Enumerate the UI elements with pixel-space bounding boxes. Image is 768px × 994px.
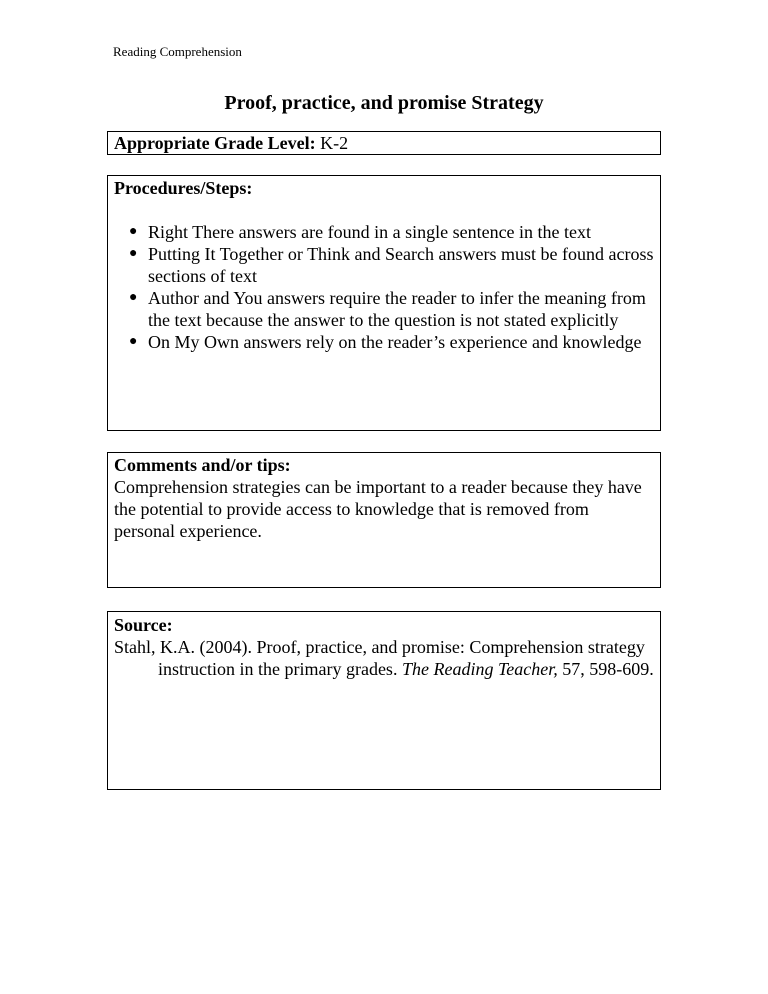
procedure-step (114, 243, 654, 287)
comments-label: Comments and/or tips: (114, 455, 291, 475)
bullet-dot-icon: ● (129, 334, 138, 349)
procedure-step-text: Author and You answers require the reader to infer the meaning from the text because the answer to the question is not stated explicitly (148, 288, 646, 330)
procedures-list (114, 221, 654, 353)
bullet-dot-icon: ● (129, 224, 138, 239)
page-title: Proof, practice, and promise Strategy (224, 92, 544, 114)
grade-level-value: K-2 (320, 133, 349, 153)
procedure-step (114, 331, 654, 353)
procedure-step (114, 221, 654, 243)
procedures-box (107, 175, 661, 431)
procedures-label: Procedures/Steps: (114, 178, 253, 198)
source-citation (114, 636, 654, 680)
citation-journal: The Reading Teacher, (401, 659, 558, 679)
comments-text: Comprehension strategies can be important to a reader because they have the potential to provide access to knowledge that is removed from personal experience. (114, 477, 642, 541)
grade-level-box (107, 131, 661, 155)
citation-main: Stahl, K.A. (2004). Proof, practice, and promise: Comprehension strategy instruction in the primary grades. (114, 637, 645, 679)
bullet-dot-icon: ● (129, 290, 138, 305)
procedure-step-text: Right There answers are found in a single sentence in the text (148, 222, 592, 242)
procedure-step-text: Putting It Together or Think and Search answers must be found across sections of text (148, 244, 654, 286)
bullet-dot-icon: ● (129, 246, 138, 261)
source-box (107, 611, 661, 790)
running-header: Reading Comprehension (113, 44, 242, 59)
citation-details: 57, 598-609. (562, 659, 654, 679)
grade-level-label: Appropriate Grade Level: (114, 133, 316, 153)
procedure-step-text: On My Own answers rely on the reader’s experience and knowledge (148, 332, 642, 352)
procedure-step (114, 287, 654, 331)
comments-box (107, 452, 661, 588)
source-label: Source: (114, 615, 173, 635)
